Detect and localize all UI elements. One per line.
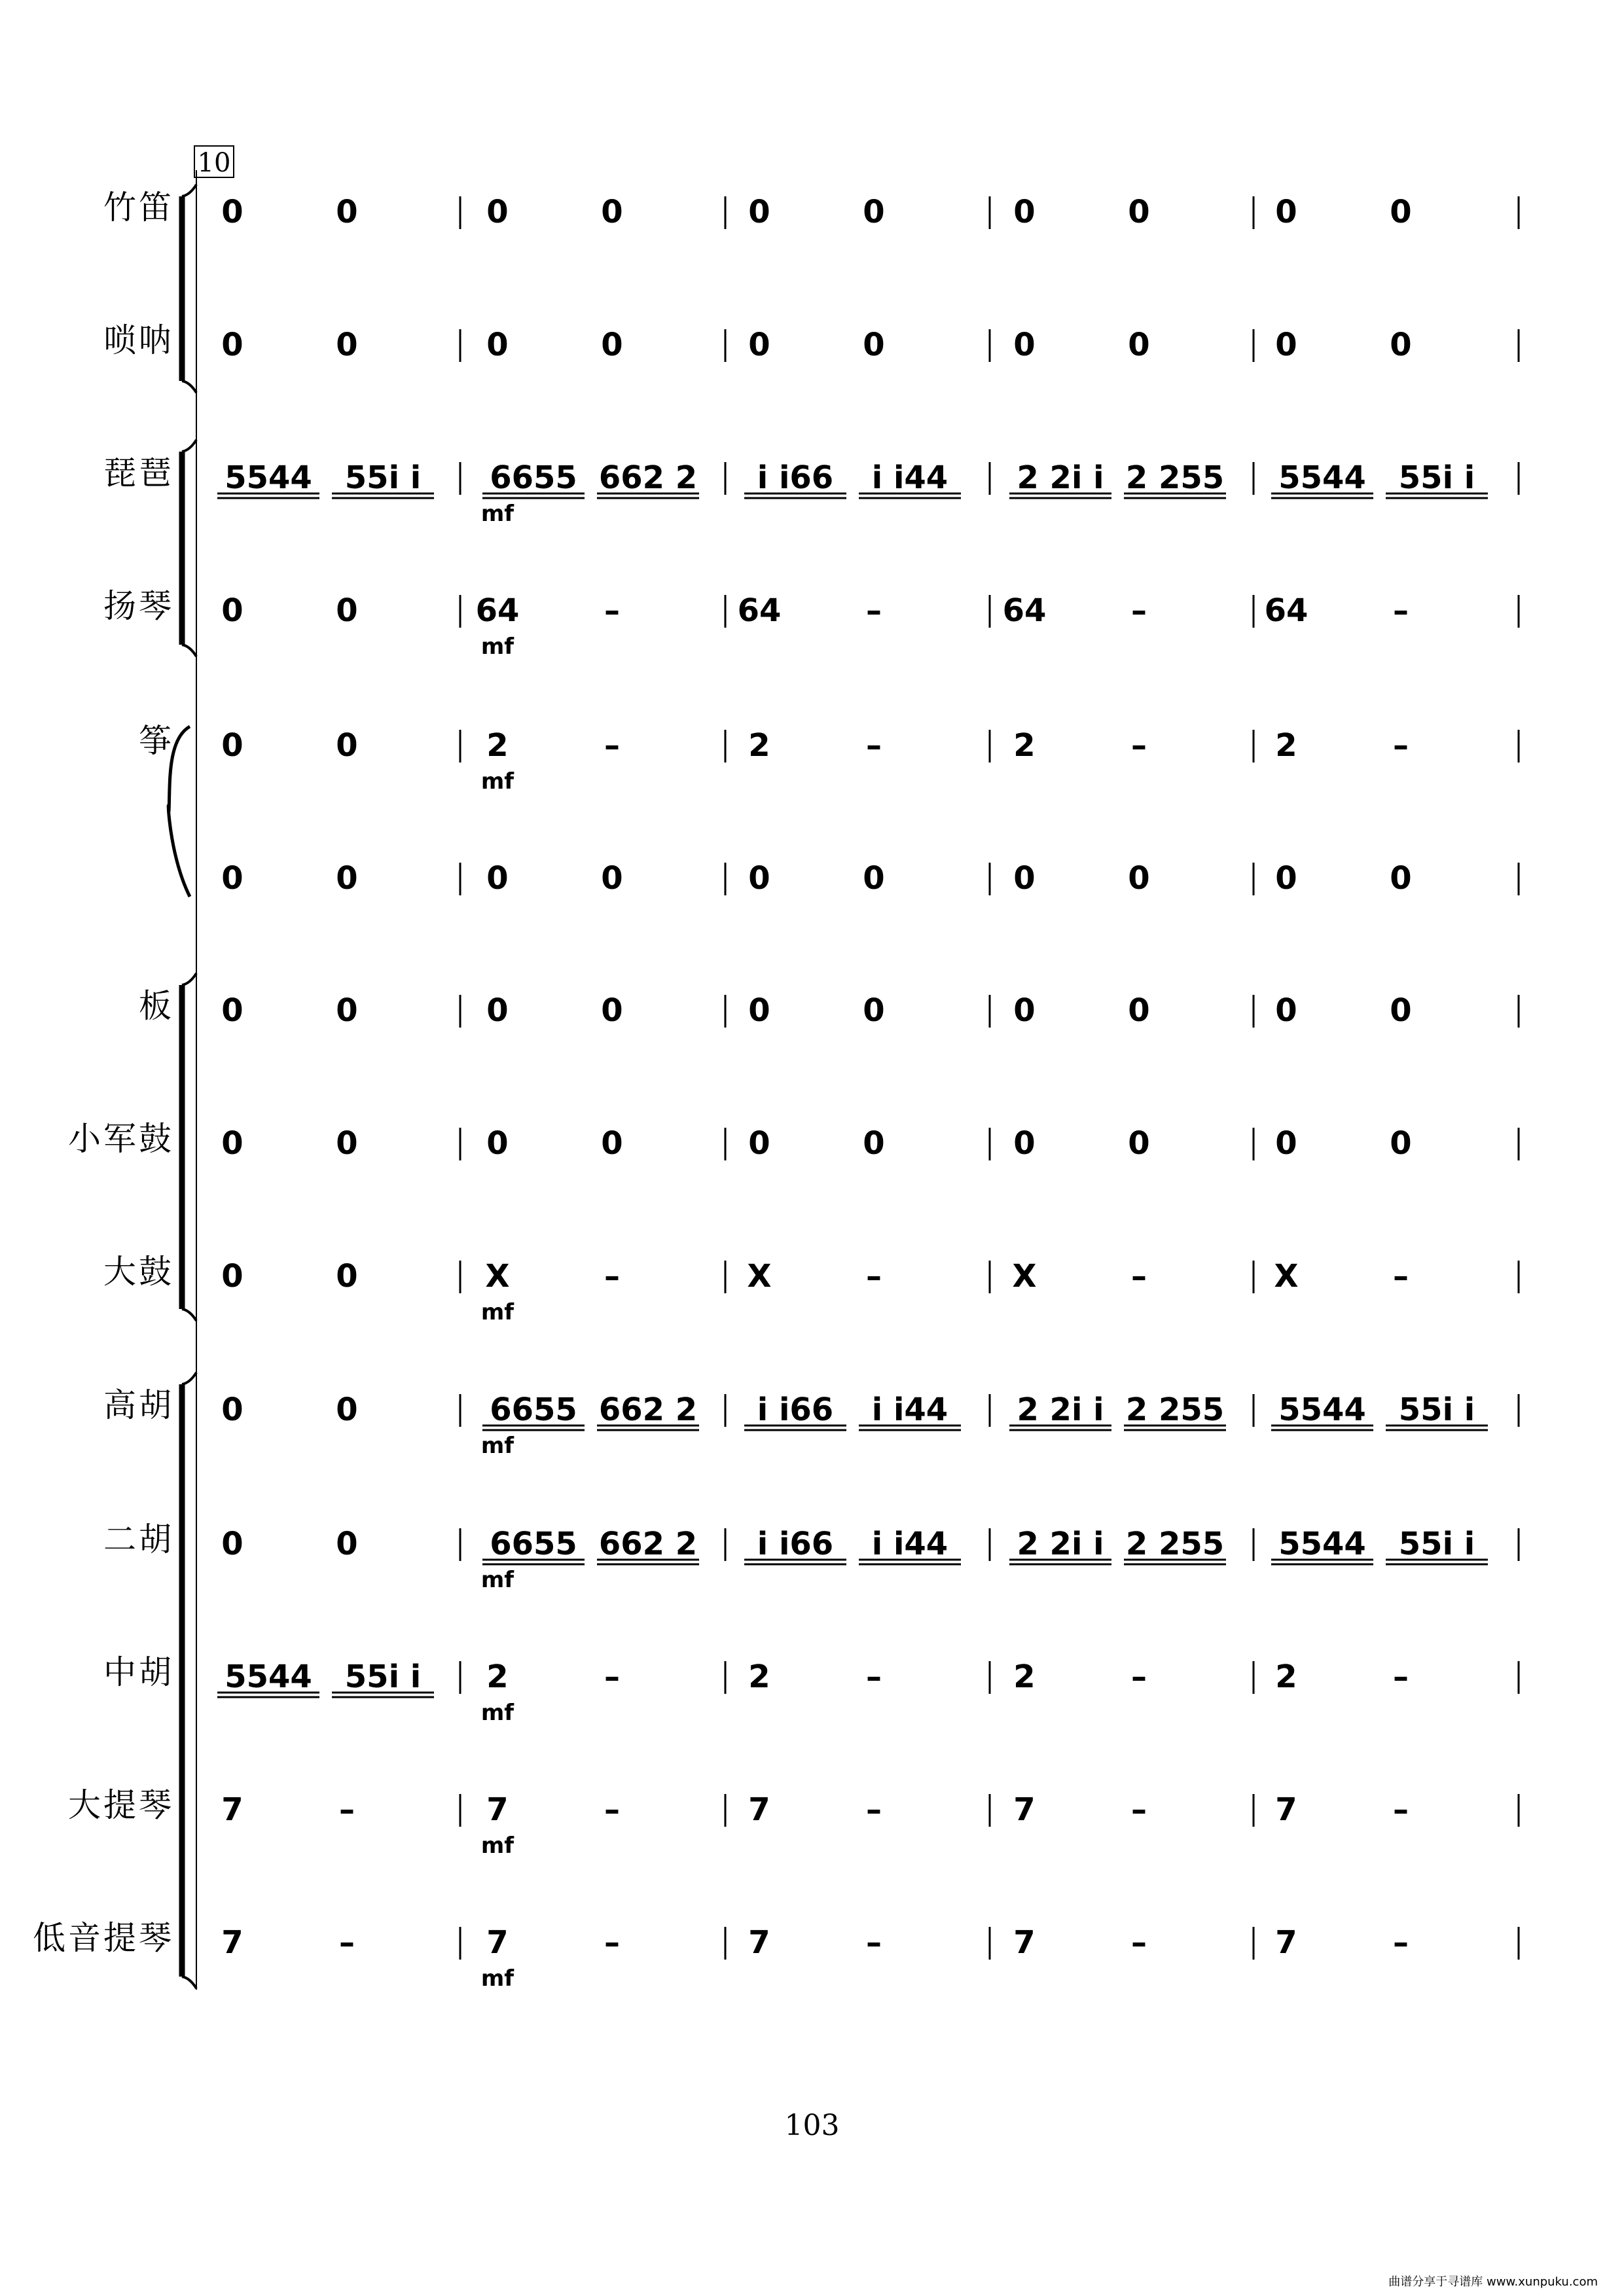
note-cell: 64 — [737, 592, 782, 629]
note-cell: 2 — [748, 727, 770, 764]
note-cell: i i44 — [871, 459, 948, 496]
note-cell: 0 — [1390, 194, 1412, 230]
note-cell: 0 — [221, 1526, 244, 1562]
note-cell: 5544 — [1278, 1526, 1366, 1562]
staff-label: 琵琶 — [103, 454, 174, 492]
note-cell: 0 — [748, 327, 770, 363]
page-number: 103 — [784, 2109, 840, 2142]
note-cell: 0 — [1128, 992, 1150, 1029]
note-cell: 0 — [1275, 1125, 1297, 1162]
note-cell: 64 — [1264, 592, 1308, 629]
note-cell: – — [1393, 1659, 1409, 1695]
note-cell: 0 — [748, 194, 770, 230]
note-cell: 0 — [336, 992, 358, 1029]
note-cell: 0 — [601, 992, 623, 1029]
note-cell: 0 — [486, 1125, 509, 1162]
note-cell: 662 2 — [598, 1391, 698, 1428]
note-cell: 7 — [221, 1791, 244, 1828]
note-cell: 0 — [336, 860, 358, 897]
note-cell: 0 — [601, 327, 623, 363]
note-cell: 0 — [1275, 194, 1297, 230]
note-cell: 0 — [336, 1526, 358, 1562]
note-cell: 55i i — [1398, 1526, 1475, 1562]
note-cell: – — [866, 727, 882, 764]
dynamic-mark: mf — [480, 1433, 514, 1459]
note-cell: 0 — [1128, 327, 1150, 363]
note-cell: 0 — [336, 592, 358, 629]
staff-label: 中胡 — [103, 1653, 174, 1691]
note-cell: 2 — [1013, 1659, 1036, 1695]
note-cell: – — [1393, 1924, 1409, 1961]
note-cell: 2 255 — [1125, 1526, 1225, 1562]
note-cell: 55i i — [344, 459, 422, 496]
bracket-winds — [182, 185, 196, 393]
note-cell: – — [1131, 592, 1147, 629]
note-cell: 0 — [601, 1125, 623, 1162]
note-cell: – — [1131, 1924, 1147, 1961]
staff-label: 大提琴 — [68, 1786, 174, 1824]
note-cell: i i66 — [757, 1526, 834, 1562]
note-cell: – — [866, 1258, 882, 1295]
note-cell: – — [1131, 727, 1147, 764]
note-cell: 7 — [1013, 1924, 1036, 1961]
note-cell: 0 — [1275, 327, 1297, 363]
note-cell: – — [339, 1924, 355, 1961]
dynamic-mark: mf — [480, 1299, 514, 1325]
note-cell: 0 — [863, 327, 885, 363]
note-cell: 2 — [1275, 727, 1297, 764]
note-cell: 2 2i i — [1017, 459, 1104, 496]
note-cell: i i44 — [871, 1391, 948, 1428]
note-cell: 0 — [1013, 860, 1036, 897]
note-cell: 64 — [475, 592, 520, 629]
note-cell: 2 — [1013, 727, 1036, 764]
note-cell: 0 — [748, 860, 770, 897]
note-cell: 7 — [1275, 1791, 1297, 1828]
note-cell: 0 — [1390, 860, 1412, 897]
note-cell: 0 — [1275, 860, 1297, 897]
note-cell: 0 — [748, 992, 770, 1029]
note-cell: 2 2i i — [1017, 1526, 1104, 1562]
note-cell: 0 — [1390, 327, 1412, 363]
note-cell: X — [485, 1258, 510, 1295]
dynamic-mark: mf — [480, 1965, 514, 1992]
note-cell: 0 — [221, 1125, 244, 1162]
bracket-strings — [182, 1372, 196, 1988]
note-cell: X — [747, 1258, 772, 1295]
note-cell: X — [1012, 1258, 1037, 1295]
note-cell: – — [604, 1924, 620, 1961]
note-cell: 7 — [486, 1924, 509, 1961]
note-cell: 0 — [863, 194, 885, 230]
note-cell: 6655 — [490, 1526, 577, 1562]
note-cell: 0 — [221, 992, 244, 1029]
note-cell: 0 — [1013, 194, 1036, 230]
note-cell: 7 — [1013, 1791, 1036, 1828]
dynamic-mark: mf — [480, 501, 514, 527]
note-cell: 0 — [1128, 860, 1150, 897]
note-cell: 7 — [221, 1924, 244, 1961]
note-cell: 0 — [221, 1391, 244, 1428]
note-cell: 0 — [221, 327, 244, 363]
note-cell: 55i i — [1398, 1391, 1475, 1428]
note-cell: 7 — [748, 1924, 770, 1961]
note-cell: 0 — [1013, 1125, 1036, 1162]
note-cell: – — [1393, 1258, 1409, 1295]
note-cell: 662 2 — [598, 459, 698, 496]
note-cell: 0 — [336, 1125, 358, 1162]
staff-label: 二胡 — [103, 1520, 174, 1558]
note-cell: 0 — [486, 860, 509, 897]
note-cell: i i66 — [757, 1391, 834, 1428]
staff-label: 大鼓 — [103, 1253, 174, 1291]
note-cell: 2 — [486, 1659, 509, 1695]
note-cell: 0 — [336, 1391, 358, 1428]
note-cell: 55i i — [1398, 459, 1475, 496]
note-cell: 5544 — [1278, 1391, 1366, 1428]
staff-label: 竹笛 — [103, 188, 174, 226]
dynamic-mark: mf — [480, 634, 514, 660]
staff-label: 高胡 — [103, 1386, 174, 1424]
note-cell: – — [1393, 592, 1409, 629]
note-cell: 7 — [748, 1791, 770, 1828]
watermark: 曲谱分享于寻谱库 www.xunpuku.com — [1388, 2275, 1598, 2289]
note-cell: 0 — [863, 1125, 885, 1162]
note-cell: – — [604, 592, 620, 629]
note-cell: 0 — [863, 860, 885, 897]
note-cell: 0 — [1390, 1125, 1412, 1162]
note-cell: – — [866, 1791, 882, 1828]
note-cell: 5544 — [1278, 459, 1366, 496]
note-cell: 0 — [336, 327, 358, 363]
note-cell: 2 255 — [1125, 459, 1225, 496]
note-cell: 0 — [336, 1258, 358, 1295]
note-cell: – — [339, 1791, 355, 1828]
note-cell: 2 — [486, 727, 509, 764]
dynamic-mark: mf — [480, 1700, 514, 1726]
bracket-percussion — [182, 973, 196, 1321]
note-cell: – — [1131, 1258, 1147, 1295]
note-cell: 0 — [221, 194, 244, 230]
dynamic-mark: mf — [480, 1833, 514, 1859]
note-cell: 5544 — [225, 1659, 312, 1695]
note-cell: – — [604, 1791, 620, 1828]
note-cell: 5544 — [225, 459, 312, 496]
note-cell: 0 — [336, 727, 358, 764]
note-cell: 0 — [486, 992, 509, 1029]
note-cell: 0 — [1128, 194, 1150, 230]
note-cell: 6655 — [490, 1391, 577, 1428]
note-cell: 0 — [486, 327, 509, 363]
note-cell: 0 — [221, 727, 244, 764]
staff-label: 低音提琴 — [33, 1919, 174, 1957]
note-cell: – — [866, 592, 882, 629]
note-cell: 0 — [1013, 327, 1036, 363]
note-cell: 0 — [221, 592, 244, 629]
note-cell: – — [1393, 1791, 1409, 1828]
note-cell: X — [1274, 1258, 1299, 1295]
note-cell: 7 — [1275, 1924, 1297, 1961]
note-cell: 0 — [336, 194, 358, 230]
note-cell: – — [1131, 1791, 1147, 1828]
note-cell: 64 — [1002, 592, 1047, 629]
note-cell: – — [866, 1924, 882, 1961]
note-cell: 0 — [748, 1125, 770, 1162]
note-cell: 0 — [1128, 1125, 1150, 1162]
note-cell: 662 2 — [598, 1526, 698, 1562]
note-cell: – — [866, 1659, 882, 1695]
bracket-plucked — [182, 440, 196, 656]
rehearsal-mark: 10 — [194, 145, 234, 178]
note-cell: 0 — [221, 1258, 244, 1295]
note-cell: 0 — [1275, 992, 1297, 1029]
note-cell: – — [604, 1659, 620, 1695]
staff-label: 板 — [139, 987, 174, 1025]
staff-label: 唢呐 — [103, 321, 174, 359]
note-cell: i i66 — [757, 459, 834, 496]
note-cell: – — [1393, 727, 1409, 764]
note-cell: 2 255 — [1125, 1391, 1225, 1428]
note-cell: – — [1131, 1659, 1147, 1695]
note-cell: 0 — [601, 194, 623, 230]
staff-label: 筝 — [139, 722, 174, 760]
note-cell: 7 — [486, 1791, 509, 1828]
note-cell: – — [604, 727, 620, 764]
note-cell: 2 2i i — [1017, 1391, 1104, 1428]
note-cell: – — [604, 1258, 620, 1295]
note-cell: 0 — [1390, 992, 1412, 1029]
note-cell: 55i i — [344, 1659, 422, 1695]
note-cell: 0 — [601, 860, 623, 897]
staff-label: 扬琴 — [103, 587, 174, 625]
note-cell: 6655 — [490, 459, 577, 496]
dynamic-mark: mf — [480, 768, 514, 795]
note-cell: 0 — [863, 992, 885, 1029]
note-cell: 0 — [1013, 992, 1036, 1029]
note-cell: 0 — [486, 194, 509, 230]
note-cell: i i44 — [871, 1526, 948, 1562]
note-cell: 0 — [221, 860, 244, 897]
note-cell: 2 — [748, 1659, 770, 1695]
note-cell: 2 — [1275, 1659, 1297, 1695]
staff-label: 小军鼓 — [68, 1120, 174, 1158]
dynamic-mark: mf — [480, 1567, 514, 1593]
